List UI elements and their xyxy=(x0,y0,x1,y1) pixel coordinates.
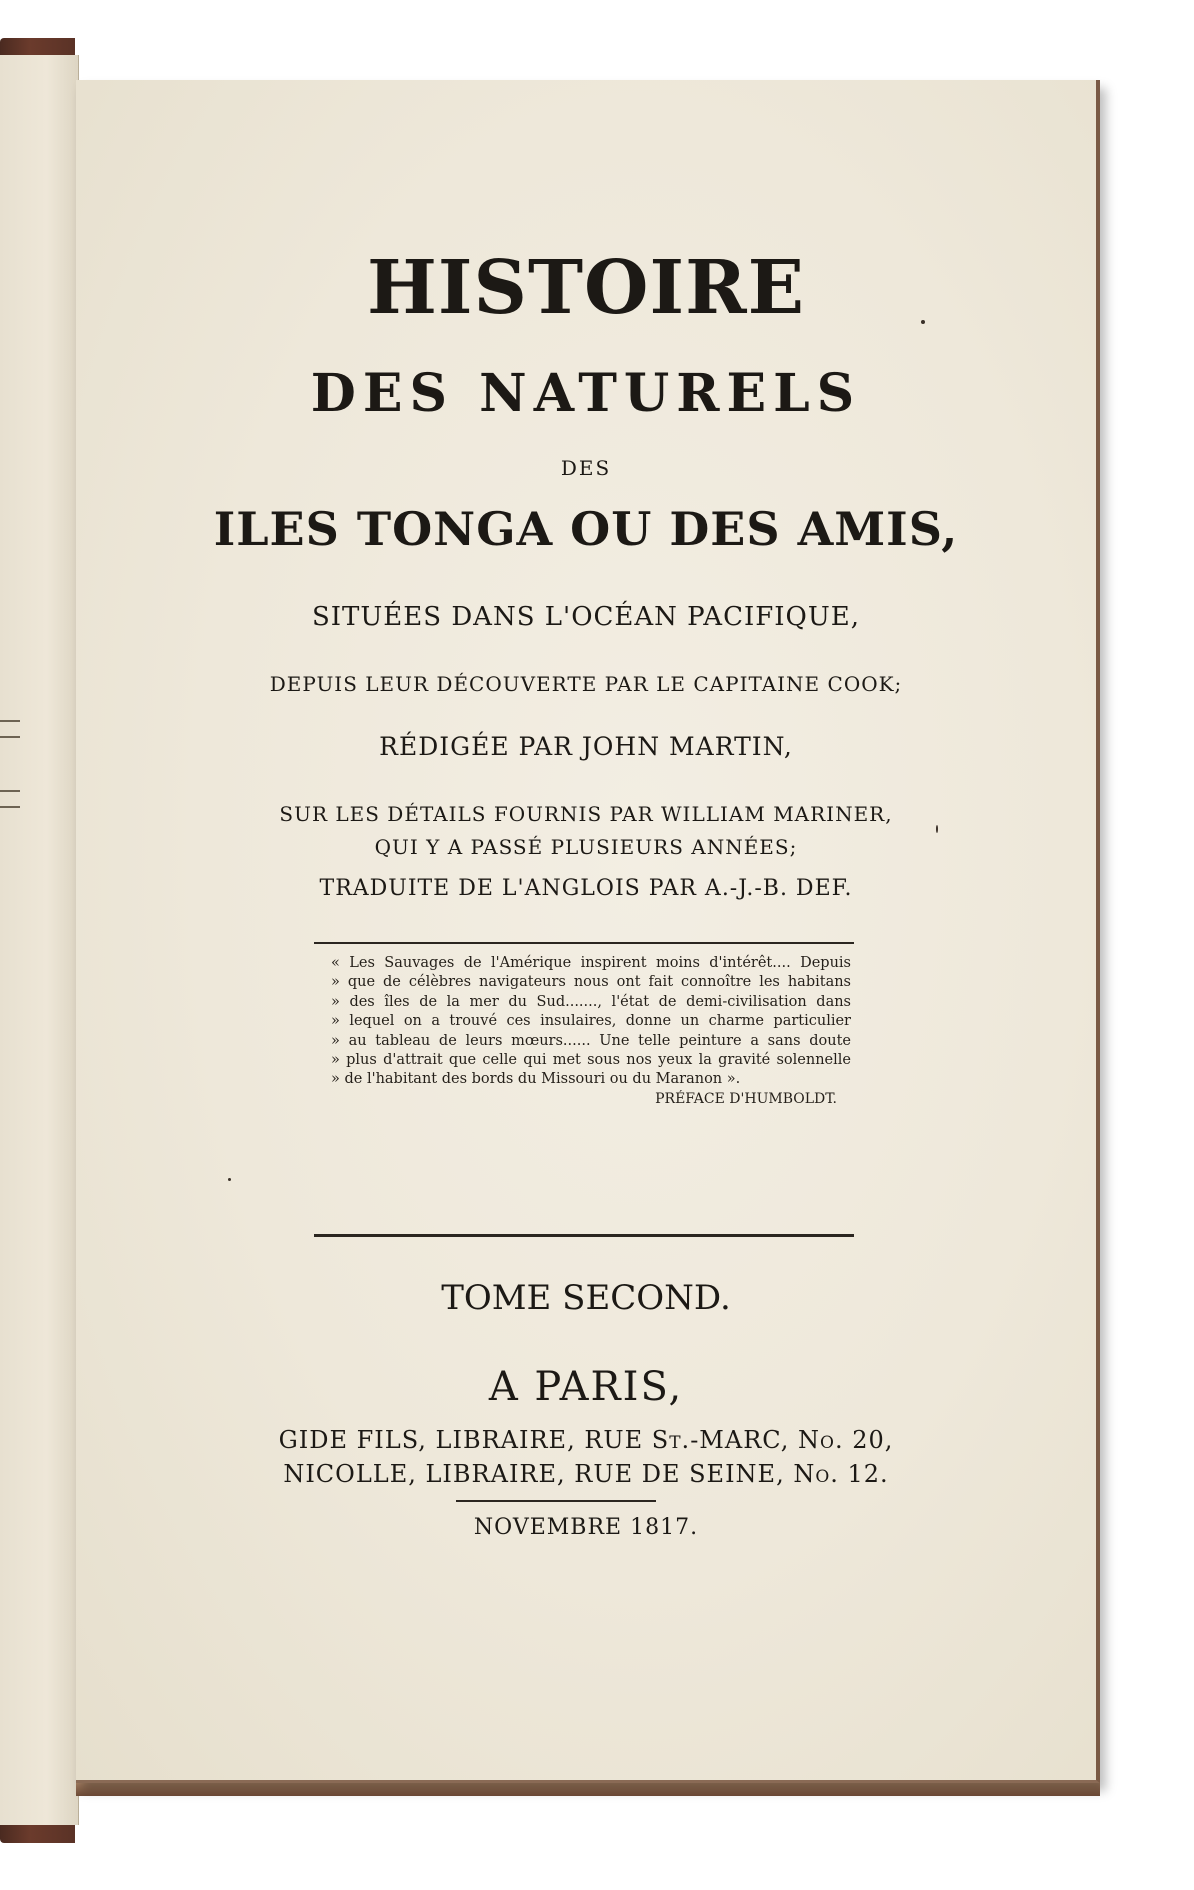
place-of-publication: A PARIS, xyxy=(488,1364,684,1410)
epigraph-rule-top xyxy=(314,942,854,944)
subtitle-1: SITUÉES DANS L'OCÉAN PACIFIQUE, xyxy=(311,602,861,632)
title-line-3: ILES TONGA OU DES AMIS, xyxy=(213,502,959,556)
foxing-speck xyxy=(936,825,938,833)
publication-date: NOVEMBRE 1817. xyxy=(473,1515,699,1540)
epigraph-line: » plus d'attrait que celle qui met sous nos yeux la gravité solennelle xyxy=(331,1052,851,1069)
foxing-speck xyxy=(228,1178,231,1181)
publisher-line-2: NICOLLE, LIBRAIRE, RUE DE SEINE, No. 12. xyxy=(283,1460,889,1488)
publisher-line-1: GIDE FILS, LIBRAIRE, RUE St.-MARC, No. 20, xyxy=(278,1426,894,1454)
subtitle-4: SUR LES DÉTAILS FOURNIS PAR WILLIAM MARINER, xyxy=(279,802,893,826)
title-des: DES xyxy=(560,456,612,480)
epigraph-line: » au tableau de leurs mœurs...... Une telle peinture a sans doute xyxy=(331,1032,851,1049)
epigraph-line: « Les Sauvages de l'Amérique inspirent moins d'intérêt.... Depuis xyxy=(331,955,851,971)
volume-label: TOME SECOND. xyxy=(441,1278,731,1318)
subtitle-6: TRADUITE DE L'ANGLOIS PAR A.-J.-B. DEF. xyxy=(319,876,853,901)
foxing-speck xyxy=(921,320,925,324)
subtitle-3: RÉDIGÉE PAR JOHN MARTIN, xyxy=(379,732,793,761)
left-page-mark xyxy=(0,790,20,808)
epigraph-line: » de l'habitant des bords du Missouri ou du Maranon ». xyxy=(331,1071,741,1088)
subtitle-2: DEPUIS LEUR DÉCOUVERTE PAR LE CAPITAINE COOK; xyxy=(269,672,903,696)
imprint-rule xyxy=(456,1500,656,1502)
epigraph-rule-bottom xyxy=(314,1234,854,1237)
epigraph xyxy=(331,954,851,1109)
title-line-2: DES NATURELS xyxy=(310,363,862,424)
left-page-mark xyxy=(0,720,20,738)
title-line-1: HISTOIRE xyxy=(366,245,806,331)
epigraph-line: » que de célèbres navigateurs nous ont fait connoître les habitans xyxy=(331,974,851,991)
subtitle-5: QUI Y A PASSÉ PLUSIEURS ANNÉES; xyxy=(374,835,798,859)
epigraph-line: » lequel on a trouvé ces insulaires, donne un charme particulier xyxy=(331,1013,851,1030)
left-page xyxy=(0,55,79,1825)
epigraph-line: » des îles de la mer du Sud......., l'état de demi-civilisation dans xyxy=(331,993,851,1010)
epigraph-source: PRÉFACE D'HUMBOLDT. xyxy=(655,1090,837,1107)
title-page xyxy=(76,80,1100,1783)
